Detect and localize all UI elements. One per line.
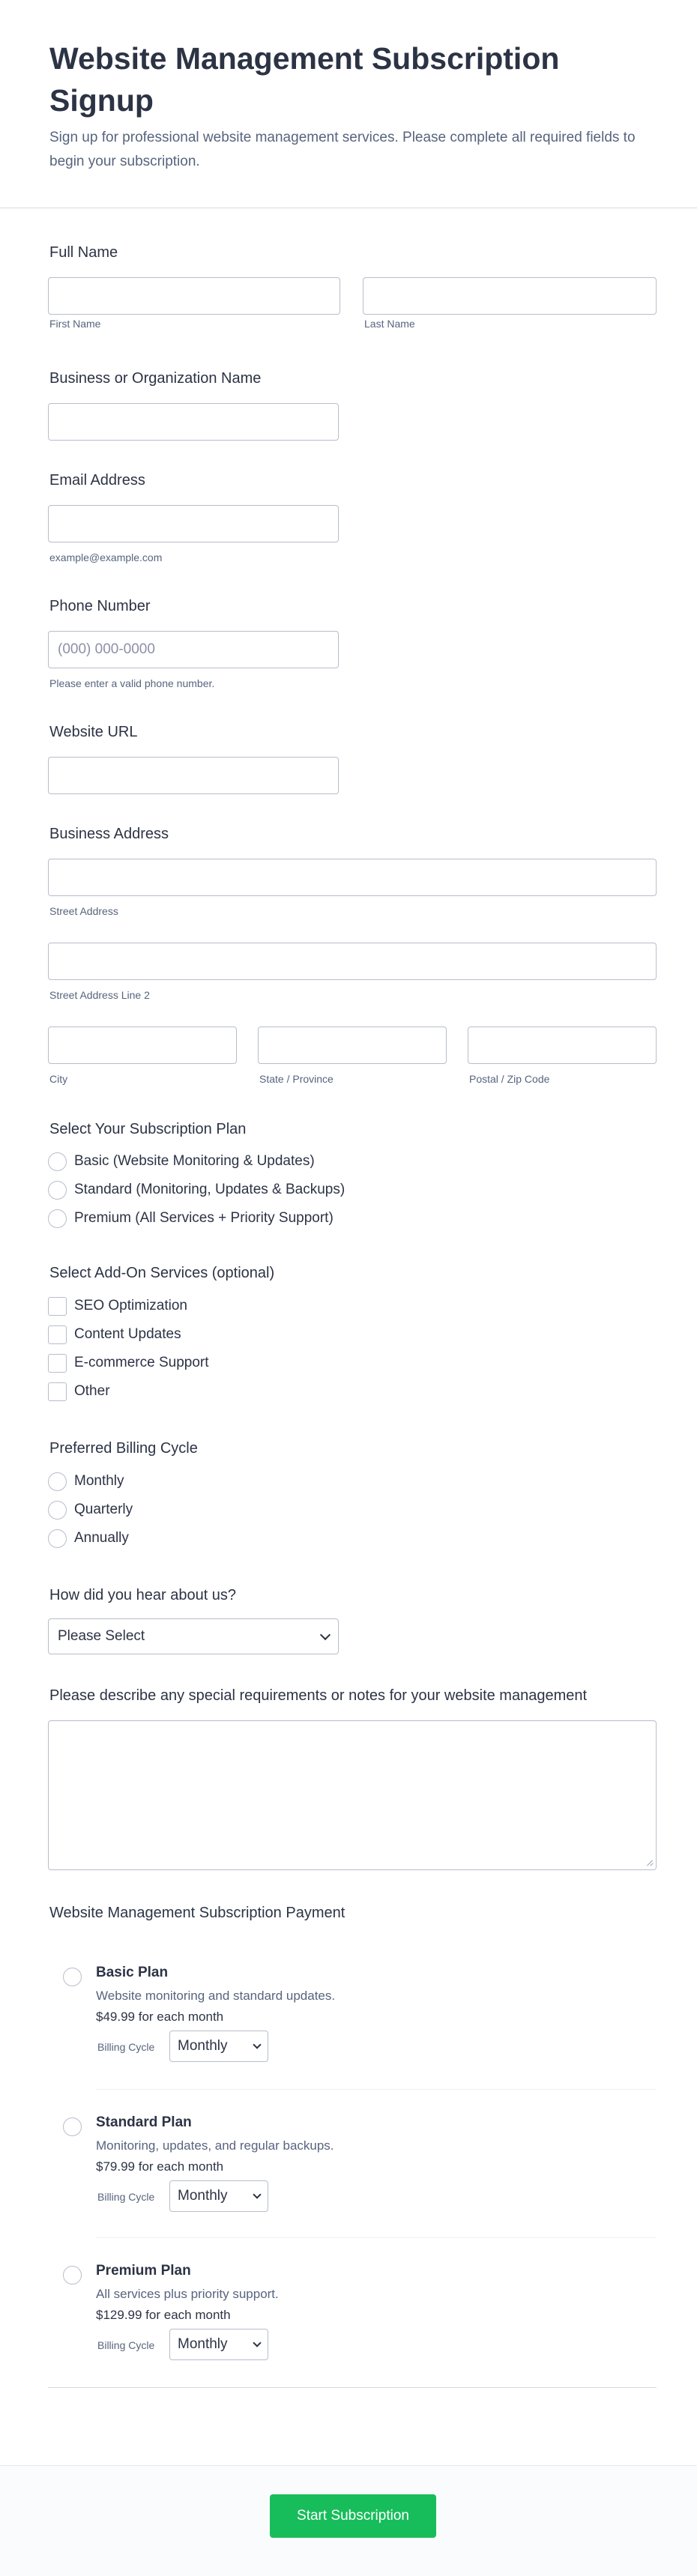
billing-option-quarterly[interactable]	[48, 1496, 133, 1524]
business-name-input[interactable]	[48, 403, 339, 441]
street-address-2-input[interactable]	[48, 943, 657, 980]
business-name-label: Business or Organization Name	[49, 370, 262, 387]
full-name-label: Full Name	[49, 244, 118, 261]
payment-plan-basic[interactable]	[48, 1959, 657, 2078]
addon-option-seo[interactable]	[48, 1292, 209, 1320]
referral-select[interactable]	[48, 1618, 339, 1654]
billing-cycle-options	[48, 1467, 133, 1552]
phone-sublabel: Please enter a valid phone number.	[49, 677, 215, 689]
resize-handle-icon[interactable]	[645, 1859, 653, 1866]
last-name-sublabel: Last Name	[364, 318, 415, 330]
billing-cycle-label: Billing Cycle	[97, 2339, 155, 2351]
billing-cycle-select[interactable]	[169, 2329, 268, 2360]
plan-option-standard[interactable]	[48, 1176, 345, 1204]
subscription-plan-label: Select Your Subscription Plan	[49, 1121, 247, 1137]
option-label: E-commerce Support	[74, 1355, 209, 1370]
state-sublabel: State / Province	[259, 1073, 334, 1085]
chevron-down-icon	[320, 1629, 331, 1639]
billing-cycle-select[interactable]	[169, 2031, 268, 2062]
billing-cycle-label: Billing Cycle	[97, 2191, 155, 2203]
email-label: Email Address	[49, 472, 145, 489]
page-description: Sign up for professional website management services. Please complete all required fields to begin your subscription.	[49, 130, 636, 169]
checkbox[interactable]	[48, 1382, 67, 1401]
phone-label: Phone Number	[49, 598, 151, 614]
plan-price: $129.99 for each month	[96, 2308, 231, 2322]
plan-description: All services plus priority support.	[96, 2287, 279, 2301]
billing-cycle-value: Monthly	[178, 2038, 228, 2054]
start-subscription-button[interactable]: Start Subscription	[270, 2494, 436, 2538]
city-input[interactable]	[48, 1027, 237, 1064]
payment-label: Website Management Subscription Payment	[49, 1905, 346, 1921]
notes-label: Please describe any special requirements or notes for your website management	[49, 1687, 588, 1704]
plan-divider	[96, 2089, 657, 2090]
option-label: Other	[74, 1383, 110, 1399]
first-name-sublabel: First Name	[49, 318, 101, 330]
plan-price: $79.99 for each month	[96, 2159, 224, 2174]
last-name-input[interactable]	[363, 277, 657, 315]
addons-options	[48, 1292, 209, 1406]
plan-title: Standard Plan	[96, 2114, 192, 2130]
email-input[interactable]	[48, 505, 339, 542]
street-address-2-sublabel: Street Address Line 2	[49, 989, 150, 1001]
plan-description: Monitoring, updates, and regular backups.	[96, 2138, 334, 2153]
billing-cycle-label: Billing Cycle	[97, 2041, 155, 2053]
street-address-input[interactable]	[48, 859, 657, 896]
referral-select-value: Please Select	[58, 1628, 145, 1644]
city-sublabel: City	[49, 1073, 68, 1085]
payment-plan-premium[interactable]	[48, 2257, 657, 2377]
option-label: Basic (Website Monitoring & Updates)	[74, 1153, 315, 1169]
form-header	[0, 0, 697, 208]
referral-label: How did you hear about us?	[49, 1587, 237, 1603]
radio-button[interactable]	[63, 2117, 82, 2136]
option-label: Standard (Monitoring, Updates & Backups)	[74, 1182, 346, 1197]
addon-option-ecommerce[interactable]	[48, 1349, 209, 1377]
first-name-input[interactable]	[48, 277, 340, 315]
radio-button[interactable]	[48, 1209, 67, 1228]
billing-cycle-select[interactable]	[169, 2180, 268, 2212]
option-label: Quarterly	[74, 1502, 133, 1517]
street-address-sublabel: Street Address	[49, 905, 118, 917]
plan-price: $49.99 for each month	[96, 2010, 224, 2024]
plan-option-basic[interactable]	[48, 1147, 345, 1176]
plan-option-premium[interactable]	[48, 1204, 345, 1233]
checkbox[interactable]	[48, 1325, 67, 1344]
address-label: Business Address	[49, 826, 169, 842]
email-sublabel: example@example.com	[49, 551, 163, 563]
billing-cycle-label: Preferred Billing Cycle	[49, 1440, 198, 1457]
chevron-down-icon	[253, 2040, 261, 2049]
addon-option-other[interactable]	[48, 1377, 209, 1406]
option-label: Monthly	[74, 1473, 124, 1489]
plan-divider	[96, 2237, 657, 2238]
billing-option-annually[interactable]	[48, 1524, 133, 1552]
payment-section-divider	[48, 2387, 657, 2388]
form-footer	[0, 2465, 697, 2576]
option-label: Content Updates	[74, 1326, 181, 1342]
chevron-down-icon	[253, 2190, 261, 2198]
checkbox[interactable]	[48, 1354, 67, 1373]
radio-button[interactable]	[48, 1472, 67, 1491]
radio-button[interactable]	[48, 1529, 67, 1548]
radio-button[interactable]	[48, 1181, 67, 1200]
option-label: Annually	[74, 1530, 129, 1546]
chevron-down-icon	[253, 2338, 261, 2347]
notes-textarea[interactable]	[48, 1720, 657, 1870]
addons-label: Select Add-On Services (optional)	[49, 1265, 275, 1281]
plan-description: Website monitoring and standard updates.	[96, 1989, 336, 2003]
phone-input[interactable]: (000) 000-0000	[48, 631, 339, 668]
zip-sublabel: Postal / Zip Code	[469, 1073, 550, 1085]
billing-option-monthly[interactable]	[48, 1467, 133, 1496]
website-url-input[interactable]	[48, 757, 339, 794]
option-label: Premium (All Services + Priority Support)	[74, 1210, 334, 1226]
plan-title: Premium Plan	[96, 2263, 191, 2279]
radio-button[interactable]	[48, 1501, 67, 1520]
state-input[interactable]	[258, 1027, 447, 1064]
subscription-plan-options	[48, 1147, 345, 1233]
billing-cycle-value: Monthly	[178, 2188, 228, 2204]
radio-button[interactable]	[48, 1152, 67, 1171]
radio-button[interactable]	[63, 2266, 82, 2285]
option-label: SEO Optimization	[74, 1298, 187, 1313]
billing-cycle-value: Monthly	[178, 2336, 228, 2352]
plan-title: Basic Plan	[96, 1965, 169, 1980]
website-url-label: Website URL	[49, 724, 138, 740]
zip-input[interactable]	[468, 1027, 657, 1064]
addon-option-content[interactable]	[48, 1320, 209, 1349]
page-title: Website Management Subscription Signup	[49, 41, 560, 118]
radio-button[interactable]	[63, 1968, 82, 1986]
payment-plan-standard[interactable]	[48, 2108, 657, 2228]
checkbox[interactable]	[48, 1297, 67, 1316]
